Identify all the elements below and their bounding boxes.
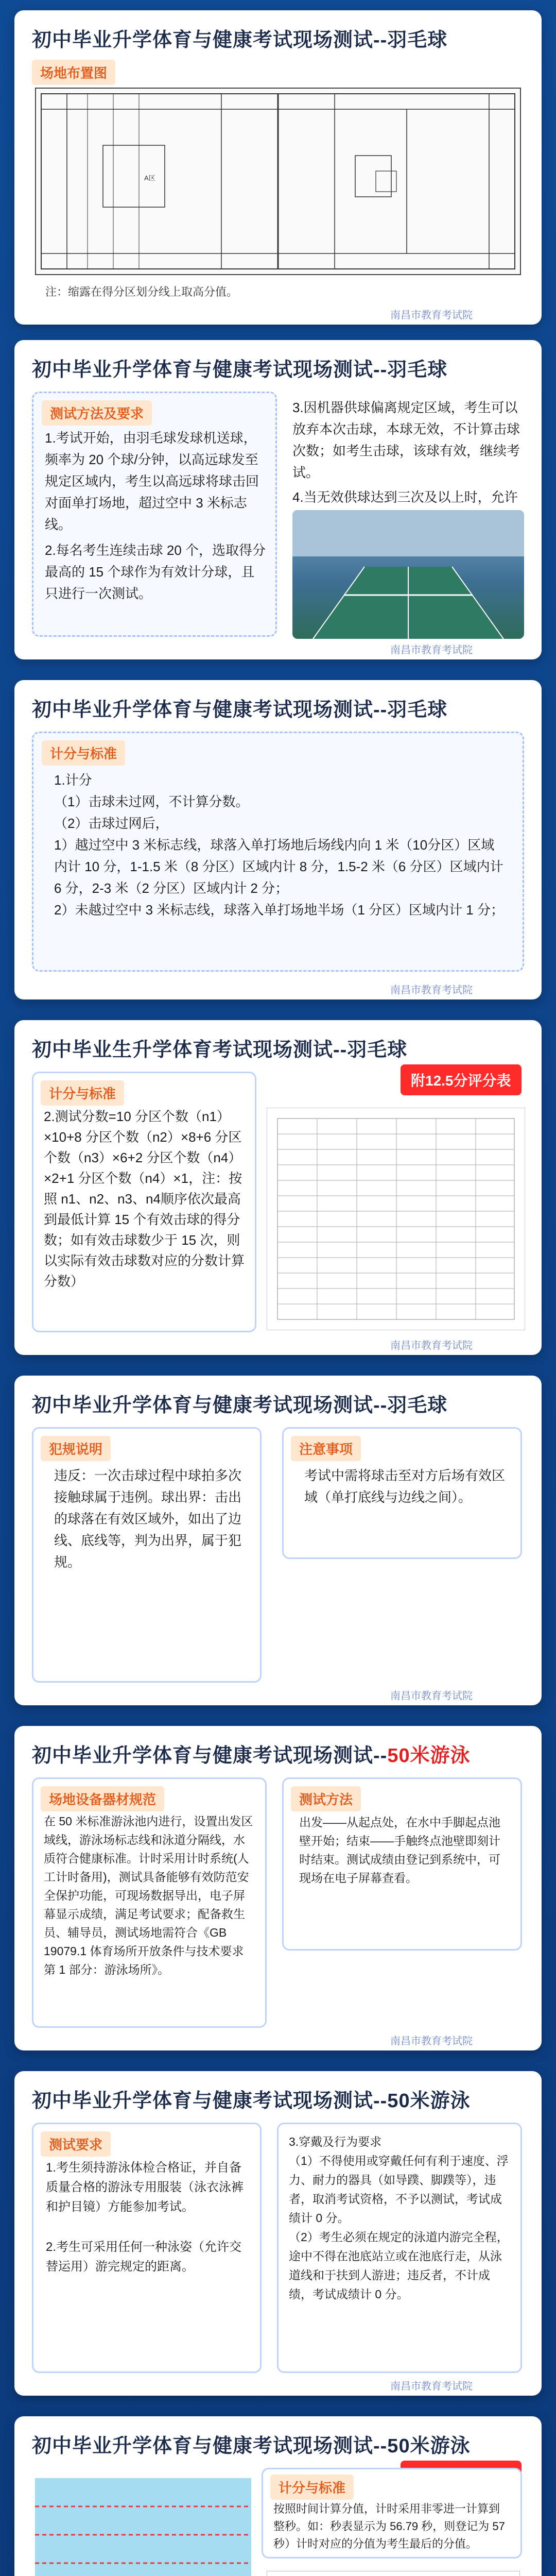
slide-title: 初中毕业升学体育与健康考试现场测试--50米游泳 — [32, 2090, 471, 2112]
slide-title: 初中毕业生升学体育考试现场测试--羽毛球 — [32, 1039, 408, 1061]
score-calc-tag — [41, 1080, 124, 1106]
slide-title: 初中毕业升学体育与健康考试现场测试--羽毛球 — [32, 1395, 448, 1416]
slide-swim-venue — [14, 1726, 542, 2050]
court-note: 注：缩露在得分区划分线上取高分值。 — [45, 285, 238, 298]
score-calc-tag-label: 计分与标准 — [41, 1080, 124, 1106]
swim-method-text: 出发——从起点处，在水中手脚起点池壁开始；结束——手触终点池壁即刻计时结束。测试成绩由登记到系统中，可现场在电子屏幕查看。 — [299, 1816, 500, 1885]
notes-box — [282, 1427, 522, 1559]
watermark: 南昌市教育考试院 — [390, 2381, 473, 2392]
score-table-image — [267, 1108, 525, 1330]
slide-title: 初中毕业升学体育与健康考试现场测试--50米游泳 — [32, 2435, 471, 2457]
method-item-2: 2.每名考生连续击球 20 个，选取得分最高的 15 个球作为有效计分球，且只进行一次测试。 — [45, 543, 266, 601]
court-diagram — [35, 88, 521, 275]
scoring-line-1: 1.计分 — [54, 772, 92, 788]
scoring-line-2: （1）击球未过网，不计算分数。 — [54, 794, 249, 809]
slide-title: 初中毕业升学体育与健康考试现场测试--羽毛球 — [32, 359, 448, 381]
slide-title: 初中毕业升学体育与健康考试现场测试--羽毛球 — [32, 29, 448, 51]
swim-rule-2: （1）不得使用或穿戴任何有利于速度、浮力、耐力的器具（如导蹼、脚蹼等），违者，取消考试资格，不予以测试，考试成绩计 0 分。 — [289, 2154, 509, 2225]
method-box-left — [32, 392, 277, 637]
method-item-3: 3.因机器供球偏离规定区域，考生可以放弃本次击球，本球无效，不计算击球次数；如考生击球，该球有效，继续考试。 — [292, 400, 520, 480]
fouls-tag-label: 犯规说明 — [41, 1436, 111, 1461]
swim-score-tag-label: 计分与标准 — [270, 2475, 354, 2500]
scoring-box — [32, 732, 524, 972]
pool-image — [35, 2478, 251, 2576]
watermark: 南昌市教育考试院 — [390, 985, 473, 996]
swim-score-box — [262, 2468, 522, 2558]
score-badge-label: 附12.5分评分表 — [401, 1064, 522, 1095]
swim-method-tag-label: 测试方法 — [291, 1786, 361, 1811]
swim-rule-1: 3.穿戴及行为要求 — [289, 2135, 382, 2148]
notes-tag — [291, 1436, 361, 1461]
fouls-tag — [41, 1436, 111, 1461]
method-item-1: 1.考试开始，由羽毛球发球机送球，频率为 20 个球/分钟，以高远球发至规定区域内，考生以高远球将球击回对面单打场地，超过空中 3 米标志线。 — [45, 430, 259, 532]
swim-req-item-1: 1.考生须持游泳体检合格证，并自备质量合格的游泳专用服装（泳衣泳裤和护目镜）方能参加考试。 — [46, 2161, 244, 2214]
watermark: 南昌市教育考试院 — [390, 2036, 473, 2047]
swim-req-tag — [41, 2131, 111, 2157]
section-tag — [32, 60, 115, 85]
fouls-box — [32, 1427, 262, 1683]
score-calc-text: 2.测试分数=10 分区个数（n1）×10+8 分区个数（n2）×8+6 分区个数（n3）×6+2 分区个数（n4）×2+1 分区个数（n4）×1，注：按照 n1、n2、n3、n4顺序依次最高到最低计算 15 个有效击球的得分数；如有效击球数少于 15 次，则以实际有效击球数对应的分数计算分数） — [44, 1109, 245, 1289]
score-table-grid — [267, 1108, 525, 1330]
fouls-text: 违反：一次击球过程中球拍多次接触球属于违例。球出界：击出的球落在有效区域外，如出了边线、底线等，判为出界，属于犯规。 — [54, 1468, 242, 1570]
swim-method-box — [282, 1777, 522, 1951]
watermark: 南昌市教育考试院 — [390, 310, 473, 321]
method-tag-label: 测试方法及要求 — [42, 400, 152, 426]
watermark: 南昌市教育考试院 — [390, 1690, 473, 1702]
court-lines — [36, 89, 520, 274]
watermark: 南昌市教育考试院 — [390, 1340, 473, 1351]
venue-box — [32, 1777, 267, 2028]
swim-rules-box — [277, 2123, 522, 2373]
pool-lanes — [35, 2478, 251, 2576]
slide-swim-requirements — [14, 2071, 542, 2396]
swim-req-tag-label: 测试要求 — [41, 2131, 111, 2157]
swim-rules-text — [289, 2132, 510, 2304]
swim-req-box — [32, 2123, 262, 2373]
swim-req-item-2: 2.考生可采用任何一种泳姿（允许交替运用）游完规定的距离。 — [46, 2240, 242, 2274]
swim-req-text — [46, 2158, 252, 2277]
section-tag-label: 场地布置图 — [32, 60, 115, 85]
score-calc-box — [32, 1072, 256, 1332]
gym-photo — [292, 510, 524, 639]
slide-badminton-fouls — [14, 1376, 542, 1705]
venue-tag — [41, 1786, 164, 1811]
method-text — [45, 427, 266, 604]
slide-badminton-scoring — [14, 680, 542, 999]
method-item-4: 4.当无效供球达到三次及以上时，允许 — [292, 489, 518, 505]
swim-method-tag — [291, 1786, 361, 1811]
slide-title-highlight: 50米游泳 — [387, 1745, 471, 1767]
score-badge — [401, 1064, 522, 1095]
notes-text: 考试中需将球击至对方后场有效区域（单打底线与边线之间）。 — [304, 1468, 506, 1505]
swim-score-tag — [270, 2475, 354, 2500]
notes-tag-label: 注意事项 — [291, 1436, 361, 1461]
slide-badminton-method — [14, 340, 542, 659]
scoring-text — [54, 769, 507, 921]
swim-score-text: 按照时间计算分值，计时采用非零进一计算到整秒。如：秒表显示为 56.79 秒，则登记为 57 秒）计时对应的分值为考生最后的分值。 — [273, 2502, 505, 2550]
watermark: 南昌市教育考试院 — [390, 645, 473, 656]
pool-diagram — [267, 2571, 520, 2576]
svg-text:A区: A区 — [144, 174, 155, 182]
pool-diagram-lines — [267, 2571, 519, 2576]
scoring-tag-label: 计分与标准 — [42, 740, 125, 766]
scoring-line-4: 1）越过空中 3 米标志线，球落入单打场地后场线内向 1 米（10分区）区域内计 10 分，1-1.5 米（8 分区）区域内计 8 分，1.5-2 米（6 分区）区域内计 6 分，2-3 米（2 分区）区域内计 2 分； — [54, 837, 503, 896]
method-tag — [42, 400, 152, 426]
venue-text: 在 50 米标准游泳池内进行，设置出发区域线，游泳场标志线和泳道分隔线，水质符合健康标准。计时采用计时系统(人工计时备用)，测试具备能够有效防范安全保护功能，可现场数据导出，电子屏幕显示成绩，满足考试要求；配备救生员、辅导员，测试场地需符合《GB 19079.1 体育场所开放条件与技术要求 第 1 部分：游泳场所》。 — [44, 1815, 253, 1976]
scoring-line-3: （2）击球过网后， — [54, 816, 169, 831]
slide-swim-scoring — [14, 2416, 542, 2576]
slide-title — [32, 1739, 471, 1768]
scoring-tag — [42, 740, 125, 766]
slide-title: 初中毕业升学体育与健康考试现场测试--羽毛球 — [32, 699, 448, 721]
slide-title-main: 初中毕业升学体育与健康考试现场测试-- — [32, 1745, 388, 1767]
slide-badminton-court — [14, 10, 542, 325]
swim-rule-3: （2）考生必须在规定的泳道内游完全程，途中不得在池底站立或在池底行走，从泳道线和于扶到人游进；违反者，不计成绩，考试成绩计 0 分。 — [289, 2230, 509, 2301]
slide-badminton-score-table — [14, 1020, 542, 1355]
gym-photo-lines — [292, 510, 524, 639]
venue-tag-label: 场地设备器材规范 — [41, 1786, 164, 1811]
scoring-line-5: 2）未越过空中 3 米标志线，球落入单打场地半场（1 分区）区域内计 1 分； — [54, 902, 504, 918]
